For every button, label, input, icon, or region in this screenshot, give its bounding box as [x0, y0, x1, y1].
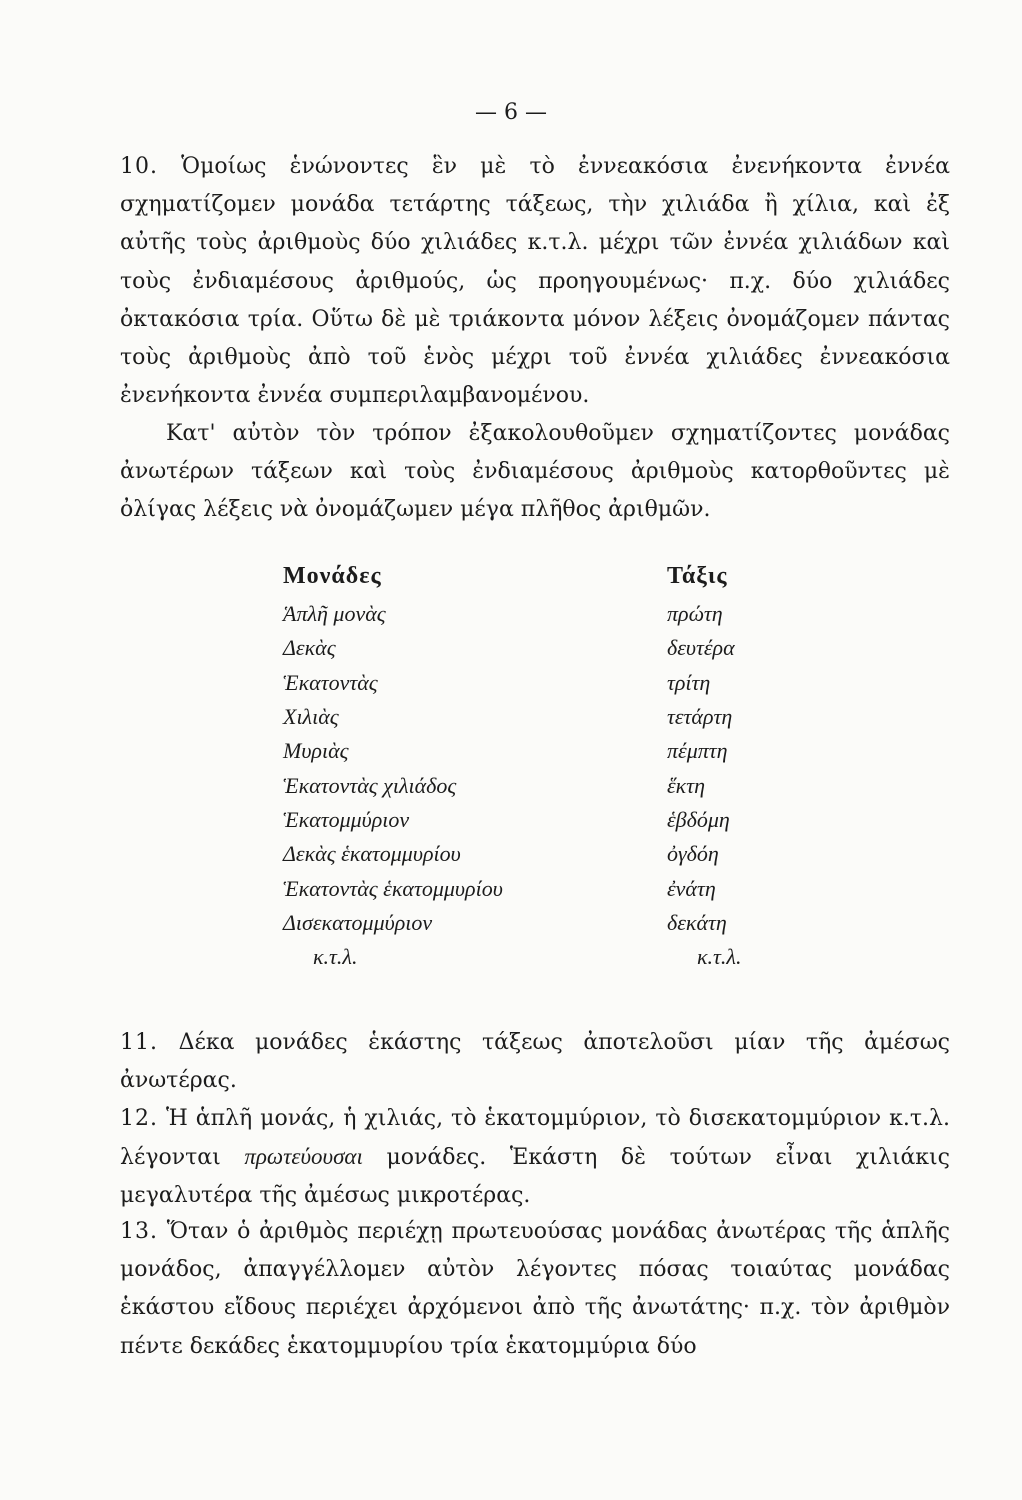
paragraph-text: Ὁμοίως ἑνώνοντες ἓν μὲ τὸ ἐννεακόσια ἐνενήκοντα ἐννέα σχηματίζομεν μονάδα τετάρτης τάξεως, τὴν χιλιάδα ἢ χίλια, καὶ ἐξ αὐτῆς τοὺς ἀριθμοὺς δύο χιλιάδες κ.τ.λ. μέχρι τῶν ἐννέα χιλιάδων καὶ τοὺς ἐνδιαμέσους ἀριθμούς, ὡς προηγουμένως· π.χ. δύο χιλιάδες ὀκτακόσια τρία. Οὕτω δὲ μὲ τριάκοντα μόνον λέξεις ὀνομάζομεν πάντας τοὺς ἀριθμοὺς ἀπὸ τοῦ ἑνὸς μέχρι τοῦ ἐννέα χιλιάδες ἐννεακόσια ἐνενήκοντα ἐννέα συμπεριλαμβανομένου.: [120, 154, 950, 409]
order-cell: ἐνάτη: [667, 875, 716, 901]
paragraph-text: Δέκα μονάδες ἑκάστης τάξεως ἀποτελοῦσι μίαν τῆς ἀμέσως ἀνωτέρας.: [120, 1030, 950, 1094]
paragraph-text: Ἡ ἁπλῆ μονάς, ἡ χιλιάς, τὸ ἑκατομμύριον, τὸ δισεκατομμύριον κ.τ.λ. λέγονται: [120, 1106, 950, 1171]
order-cell: δεκάτη: [667, 909, 727, 935]
paragraph-continuation: [120, 415, 950, 530]
table-row: [283, 768, 783, 802]
unit-cell: Ἑκατοντὰς: [283, 669, 378, 695]
table-row: [283, 837, 783, 871]
page-number: — 6 —: [475, 100, 547, 125]
unit-cell: Δεκὰς ἑκατομμυρίου: [283, 841, 461, 867]
table-row: [283, 700, 783, 734]
order-cell: ἑβδόμη: [667, 806, 730, 832]
table-row: [283, 597, 783, 631]
paragraph-number: 12.: [120, 1106, 158, 1131]
unit-cell: Χιλιὰς: [283, 704, 339, 730]
header-units: Μονάδες: [283, 562, 382, 589]
paragraph-10: [120, 148, 950, 415]
paragraph-13: [120, 1213, 950, 1366]
order-cell: πρώτη: [667, 601, 723, 627]
order-cell: πέμπτη: [667, 738, 728, 764]
table-row: [283, 906, 783, 940]
units-table: [283, 555, 783, 974]
unit-cell: Ἑκατοντὰς χιλιάδος: [283, 772, 457, 798]
header-order: Τάξις: [667, 562, 728, 589]
table-row: [283, 734, 783, 768]
unit-cell: Μυριὰς: [283, 738, 349, 764]
paragraph-text: Ὅταν ὁ ἀριθμὸς περιέχῃ πρωτευούσας μονάδας ἀνωτέρας τῆς ἁπλῆς μονάδος, ἀπαγγέλλομεν αὐτὸν λέγοντες πόσας τοιαύτας μονάδας ἑκάστου εἴδους περιέχει ἀρχόμενοι ἀπὸ τῆς ἀνωτάτης· π.χ. τὸν ἀριθμὸν πέντε δεκάδες ἑκατομμυρίου τρία ἑκατομμύρια δύο: [120, 1219, 950, 1359]
paragraph-text: Κατ' αὐτὸν τὸν τρόπον ἐξακολουθοῦμεν σχηματίζοντες μονάδας ἀνωτέρων τάξεων καὶ τοὺς ἐνδιαμέσους ἀριθμοὺς κατορθοῦντες μὲ ὀλίγας λέξεις νὰ ὀνομάζωμεν μέγα πλῆθος ἀριθμῶν.: [120, 421, 950, 523]
order-cell: τετάρτη: [667, 704, 733, 730]
order-cell: ἕκτη: [667, 772, 706, 798]
unit-cell: Δεκὰς: [283, 635, 336, 661]
paragraph-text: μονάδες. Ἑκάστη δὲ τούτων εἶναι χιλιάκις μεγαλυτέρα τῆς ἀμέσως μικροτέρας.: [120, 1145, 951, 1209]
order-cell: κ.τ.λ.: [697, 944, 742, 970]
unit-cell: κ.τ.λ.: [313, 944, 358, 970]
paragraph-number: 13.: [120, 1219, 158, 1244]
table-row: [283, 631, 783, 665]
table-row: [283, 940, 783, 974]
table-row: [283, 803, 783, 837]
unit-cell: Ἑκατομμύριον: [283, 806, 410, 832]
order-cell: δευτέρα: [667, 635, 735, 661]
table-row: [283, 666, 783, 700]
unit-cell: Δισεκατομμύριον: [283, 909, 433, 935]
emphasized-term: πρωτεύουσαι: [244, 1144, 363, 1170]
table-header: [283, 555, 783, 597]
order-cell: ὀγδόη: [667, 841, 719, 867]
unit-cell: Ἑκατοντὰς ἑκατομμυρίου: [283, 875, 503, 901]
paragraph-11: [120, 1024, 950, 1100]
paragraph-number: 10.: [120, 154, 158, 179]
paragraph-12: [120, 1100, 950, 1216]
table-row: [283, 871, 783, 905]
order-cell: τρίτη: [667, 669, 711, 695]
paragraph-number: 11.: [120, 1030, 158, 1055]
unit-cell: Ἁπλῆ μονὰς: [283, 601, 386, 627]
